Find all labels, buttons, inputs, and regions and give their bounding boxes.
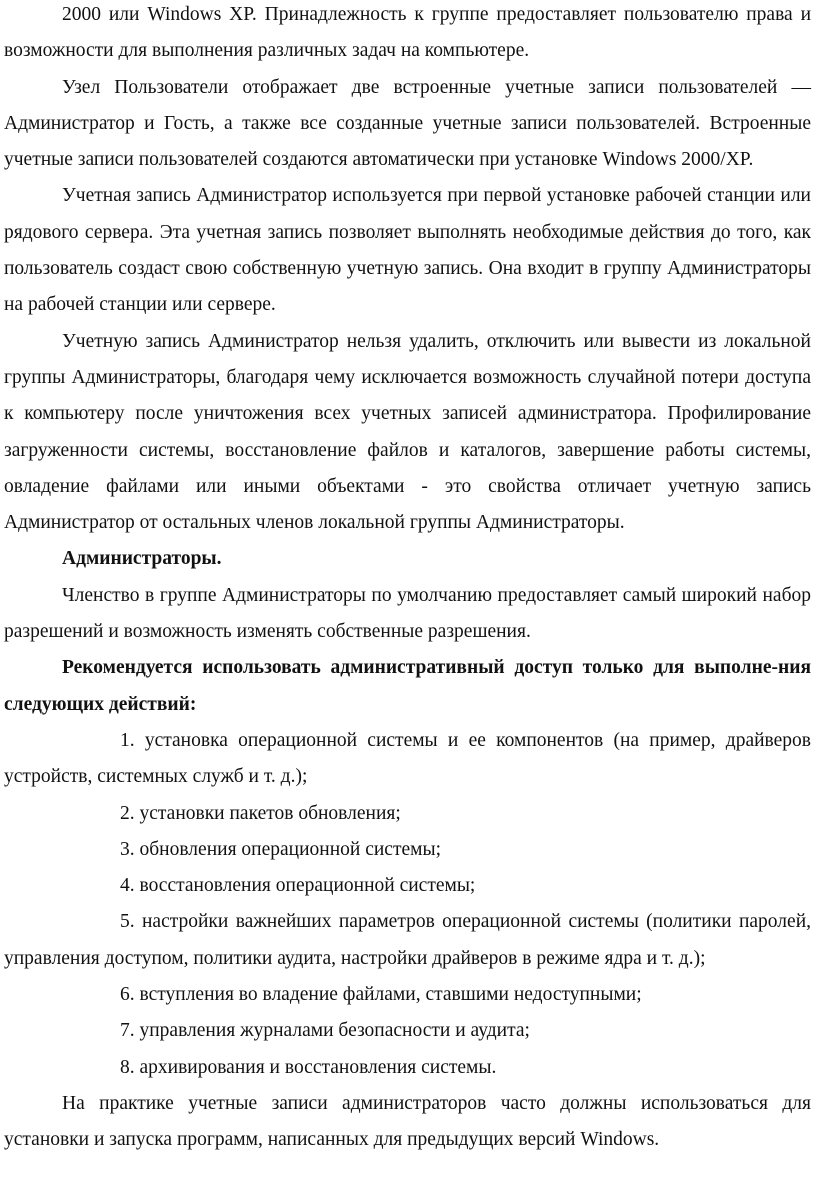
numbered-list: [4, 723, 811, 1086]
list-item-number: 2.: [120, 802, 135, 824]
section-heading-administrators: Администраторы.: [62, 548, 222, 570]
paragraph-recommendation: Рекомендуется использовать административный доступ только для выполне-ния следующих действий:: [4, 657, 811, 715]
list-item: [4, 904, 811, 977]
list-item-text: вступления во владение файлами, ставшими недоступными;: [139, 984, 642, 1006]
list-item: [4, 868, 811, 904]
paragraph-closing: На практике учетные записи администраторов часто должны использоваться для установки и запуска программ, написанных для предыдущих версий Windows.: [4, 1092, 811, 1151]
list-item-text: установка операционной системы и ее компонентов (на пример, драйверов устройств, системных служб и т. д.);: [4, 729, 811, 788]
paragraph-admin-restrictions: Учетную запись Администратор нельзя удалить, отключить или вывести из локальной группы Администраторы, благодаря чему исключается возможность случайной потери доступа к компьютеру после уничтожения всех учетных записей администратора. Профилирование загруженности системы, восстановление файлов и каталогов, завершение работы системы, овладение файлами или иными объектами - это свойства отличает учетную запись Администратор от остальных членов локальной группы Администраторы.: [4, 330, 811, 534]
list-item: [4, 1050, 811, 1086]
list-item-text: обновления операционной системы;: [139, 838, 441, 860]
list-item-text: управления журналами безопасности и аудита;: [139, 1020, 530, 1042]
list-item: [4, 832, 811, 868]
list-item: [4, 1013, 811, 1049]
paragraph-admin-account: Учетная запись Администратор используется при первой установке рабочей станции или рядового сервера. Эта учетная запись позволяет выполнять необходимые действия до того, как пользователь создаст свою собственную учетную запись. Она входит в группу Администраторы на рабочей станции или сервере.: [4, 185, 811, 316]
list-item-number: 3.: [120, 838, 135, 860]
list-item-text: установки пакетов обновления;: [139, 802, 401, 824]
paragraph-membership: Членство в группе Администраторы по умолчанию предоставляет самый широкий набор разрешений и возможность изменять собственные разрешения.: [4, 584, 811, 643]
list-item-number: 7.: [120, 1020, 135, 1042]
list-item-number: 6.: [120, 984, 135, 1006]
list-item-text: архивирования и восстановления системы.: [139, 1056, 497, 1078]
list-item-number: 1.: [120, 729, 135, 751]
paragraph-users-node: Узел Пользователи отображает две встроенные учетные записи пользователей — Администратор и Гость, а также все созданные учетные записи пользователей. Встроенные учетные записи пользователей создаются автоматически при установке Windows 2000/XP.: [4, 76, 811, 171]
list-item-text: настройки важнейших параметров операционной системы (политики паролей, управления доступом, политики аудита, настройки драйверов в режиме ядра и т. д.);: [4, 911, 811, 969]
list-item: [4, 796, 811, 832]
list-item-number: 5.: [120, 911, 135, 933]
list-item: [4, 723, 811, 796]
paragraph-intro: 2000 или Windows XP. Принадлежность к группе предоставляет пользователю права и возможности для выполнения различных задач на компьютере.: [4, 4, 811, 62]
list-item-text: восстановления операционной системы;: [139, 875, 476, 897]
list-item: [4, 977, 811, 1013]
list-item-number: 4.: [120, 875, 135, 897]
list-item-number: 8.: [120, 1056, 135, 1078]
